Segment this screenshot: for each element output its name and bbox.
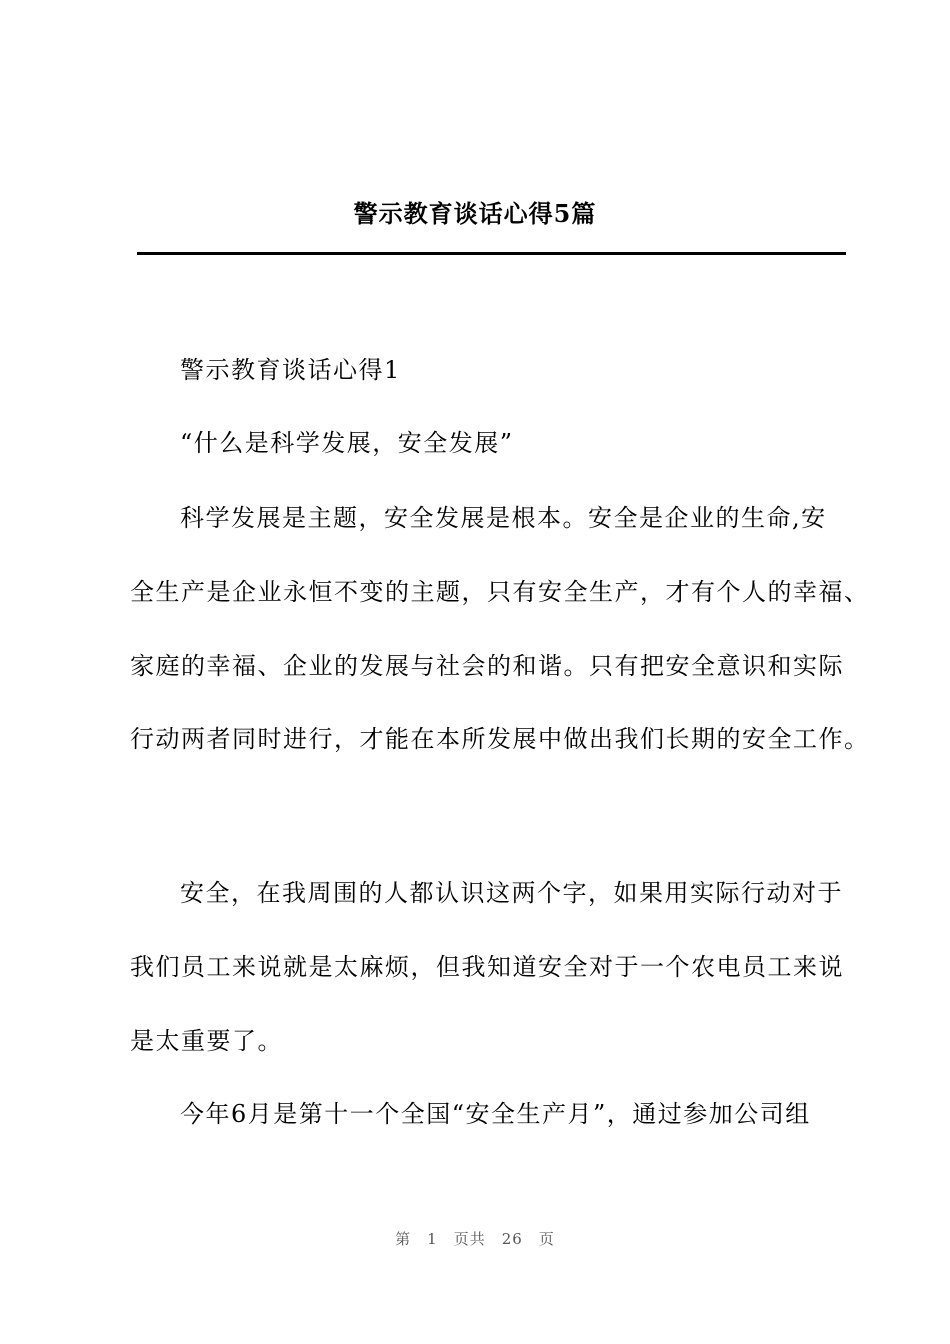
section-heading: 警示教育谈话心得1	[180, 356, 401, 384]
paragraph-2-line-1: 安全，在我周围的人都认识这两个字，如果用实际行动对于	[180, 879, 843, 907]
paragraph-2-line-3: 是太重要了。	[130, 1027, 283, 1055]
footer-page-total: 26	[501, 1230, 523, 1248]
title-underline	[137, 252, 846, 255]
document-title: 警示教育谈话心得5篇	[353, 199, 597, 228]
paragraph-2-line-2: 我们员工来说就是太麻烦，但我知道安全对于一个农电员工来说	[130, 953, 844, 981]
paragraph-1-line-4: 行动两者同时进行，才能在本所发展中做出我们长期的安全工作。	[130, 725, 870, 753]
footer-page-prefix: 第	[395, 1230, 412, 1248]
paragraph-1-line-3: 家庭的幸福、企业的发展与社会的和谐。只有把安全意识和实际	[130, 652, 844, 680]
footer-page-number: 1	[427, 1230, 438, 1248]
footer-page-middle: 页共	[453, 1230, 486, 1248]
footer-page-suffix: 页	[538, 1230, 555, 1248]
page-footer	[0, 1228, 950, 1250]
paragraph-3-line-1: 今年6月是第十一个全国“安全生产月”，通过参加公司组	[180, 1100, 811, 1128]
quote-line: “什么是科学发展，安全发展”	[180, 429, 514, 457]
paragraph-1-line-2: 全生产是企业永恒不变的主题，只有安全生产，才有个人的幸福、	[130, 578, 870, 606]
paragraph-1-line-1: 科学发展是主题，安全发展是根本。安全是企业的生命,安	[180, 504, 827, 532]
